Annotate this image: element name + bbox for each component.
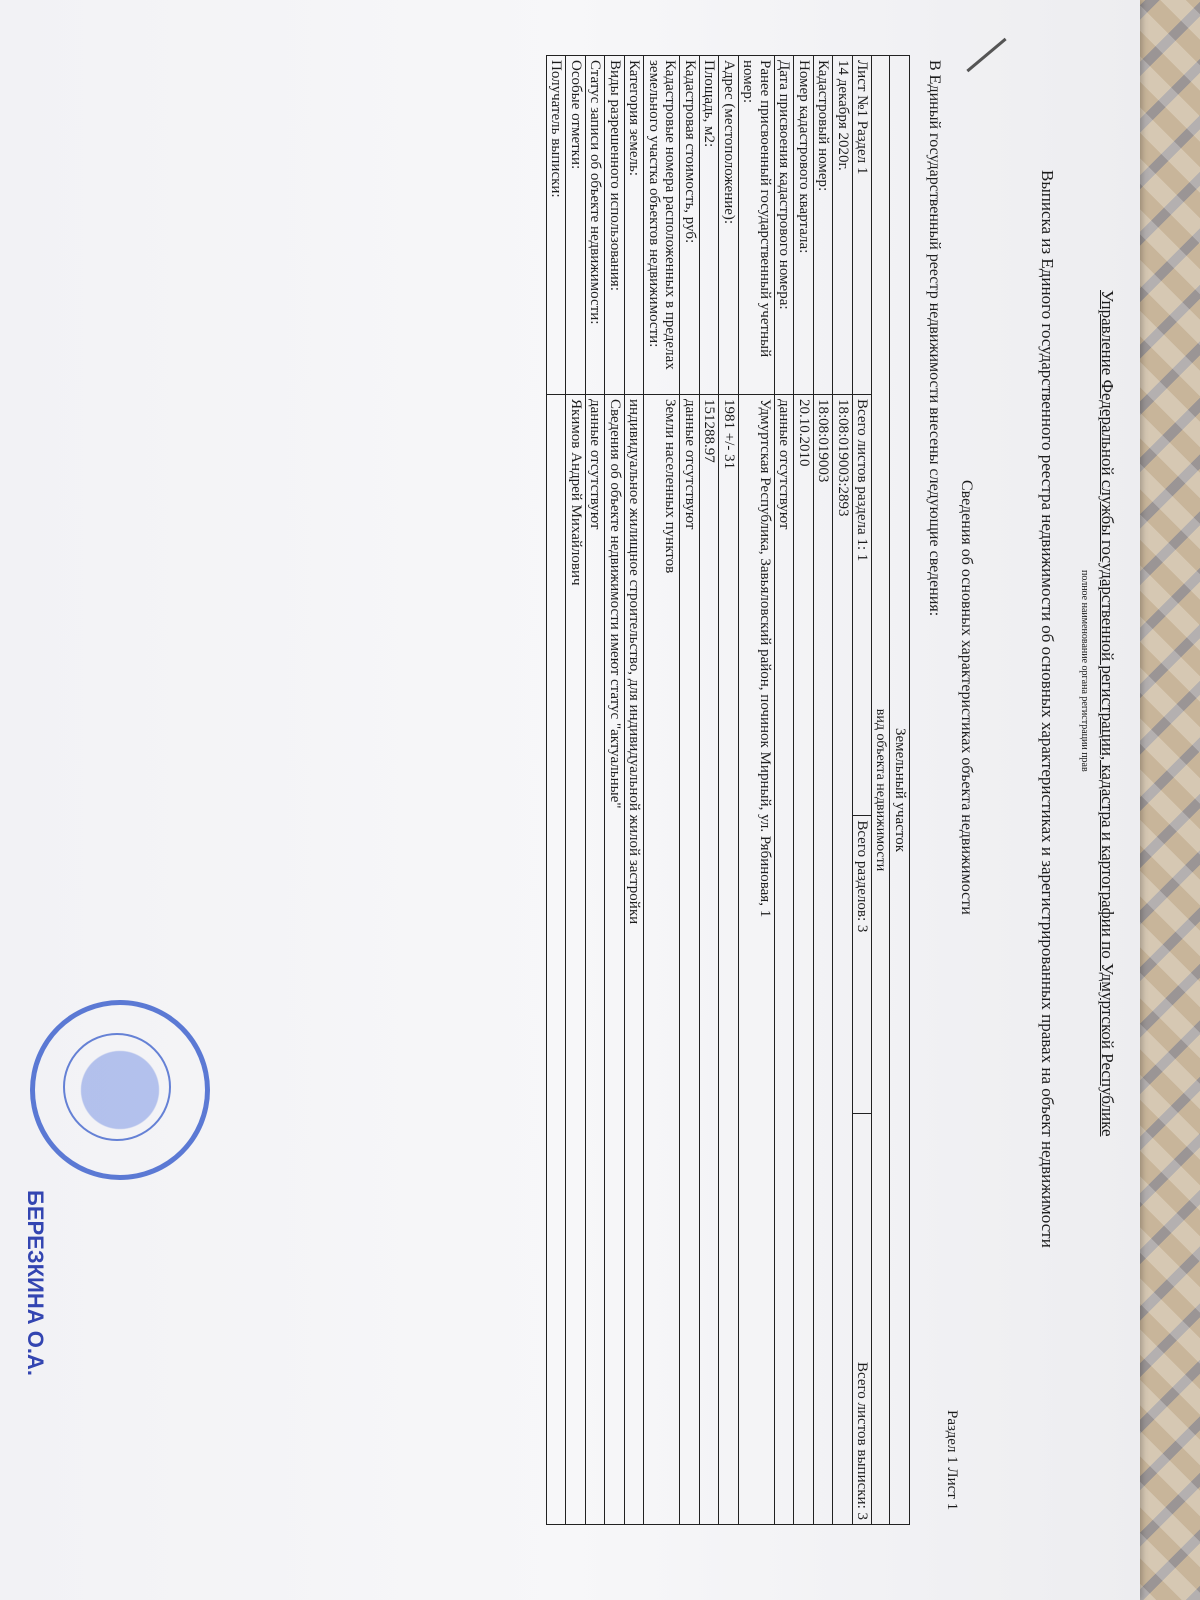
row-label: Кадастровые номера расположенных в пределах земельного участка объектов недвижимости: xyxy=(644,56,680,395)
row-label: Особые отметки: xyxy=(566,56,586,395)
row-label: Получатель выписки: xyxy=(546,56,566,395)
stamp-emblem xyxy=(63,1033,171,1141)
row-label: Кадастровый номер: xyxy=(813,56,833,395)
row-label: Виды разрешенного использования: xyxy=(605,56,625,395)
document-heading: Выписка из Единого государственного реестра недвижимости об основных характеристиках и зарегистрированных правах на объект недвижимости xyxy=(1038,170,1057,1248)
rotated-document xyxy=(85,30,1135,1550)
row-label: Площадь, м2: xyxy=(699,56,719,395)
entered-text: В Единый государственный реестр недвижимости внесены следующие сведения: xyxy=(926,60,943,617)
row-value: данные отсутствуют xyxy=(680,395,700,1525)
row-label: Номер кадастрового квартала: xyxy=(794,56,814,395)
row-value: Земли населенных пунктов xyxy=(644,395,680,1525)
table-row xyxy=(546,56,566,1525)
row-label: Категория земель: xyxy=(624,56,644,395)
row-value: 20.10.2010 xyxy=(794,395,814,1525)
row-value: Сведения об объекте недвижимости имеют статус "актуальные" xyxy=(605,395,625,1525)
total-sheets-section: Всего листов раздела 1: 1 xyxy=(852,395,872,816)
total-sheets: Всего листов выписки: 3 xyxy=(852,1114,872,1525)
characteristics-table xyxy=(546,55,910,1525)
row-value: Удмуртская Республика, Завьяловский район, починок Мирный, ул. Рябиновая, 1 xyxy=(738,395,774,1525)
table-row xyxy=(680,56,700,1525)
row-label: Ранее присвоенный государственный учетный номер: xyxy=(738,56,774,395)
object-type: Земельный участок xyxy=(890,56,910,1525)
row-value: Якимов Андрей Михайлович xyxy=(566,395,586,1525)
table-row xyxy=(794,56,814,1525)
object-type-row xyxy=(890,56,910,1525)
table-row xyxy=(585,56,605,1525)
row-label: Кадастровая стоимость, руб: xyxy=(680,56,700,395)
table-row xyxy=(738,56,774,1525)
row-value: 18:08:019003 xyxy=(813,395,833,1525)
table-row xyxy=(719,56,739,1525)
table-row xyxy=(566,56,586,1525)
row-value: 1981 +/- 31 xyxy=(719,395,739,1525)
authority-title: Управление Федеральной службы государственной регистрации, кадастра и картографии по Удмуртской Республике xyxy=(1098,290,1117,1137)
authority-caption: полное наименование органа регистрации прав xyxy=(1079,570,1090,772)
row-value: данные отсутствуют xyxy=(774,395,794,1525)
row-label: Статус записи об объекте недвижимости: xyxy=(585,56,605,395)
row-value: 151288.97 xyxy=(699,395,719,1525)
cadastral-number-value: 18:08:019003:2893 xyxy=(833,395,853,1525)
date-row xyxy=(833,56,853,1525)
table-row xyxy=(644,56,680,1525)
row-value: индивидуальное жилищное строительство, для индивидуальной жилой застройки xyxy=(624,395,644,1525)
table-row xyxy=(699,56,719,1525)
sheet-info-row xyxy=(852,56,872,1525)
total-sections: Всего разделов: 3 xyxy=(852,816,872,1114)
table-row xyxy=(813,56,833,1525)
table-row xyxy=(605,56,625,1525)
signatory-name: БЕРЕЗКИНА О.А. xyxy=(23,1190,48,1376)
row-value xyxy=(546,395,566,1525)
section-label: Раздел 1 Лист 1 xyxy=(944,1410,960,1511)
sheet-number: Лист №1 Раздел 1 xyxy=(852,56,872,395)
section-heading: Сведения об основных характеристиках объекта недвижимости xyxy=(958,480,975,915)
table-row xyxy=(774,56,794,1525)
object-type-caption: вид объекта недвижимости xyxy=(872,56,890,1525)
object-type-caption-row xyxy=(872,56,890,1525)
official-stamp xyxy=(30,1000,210,1180)
table-row xyxy=(624,56,644,1525)
row-value: данные отсутствуют xyxy=(585,395,605,1525)
row-label: Дата присвоения кадастрового номера: xyxy=(774,56,794,395)
row-label: Адрес (местоположение): xyxy=(719,56,739,395)
issue-date: 14 декабря 2020г. xyxy=(833,56,853,395)
